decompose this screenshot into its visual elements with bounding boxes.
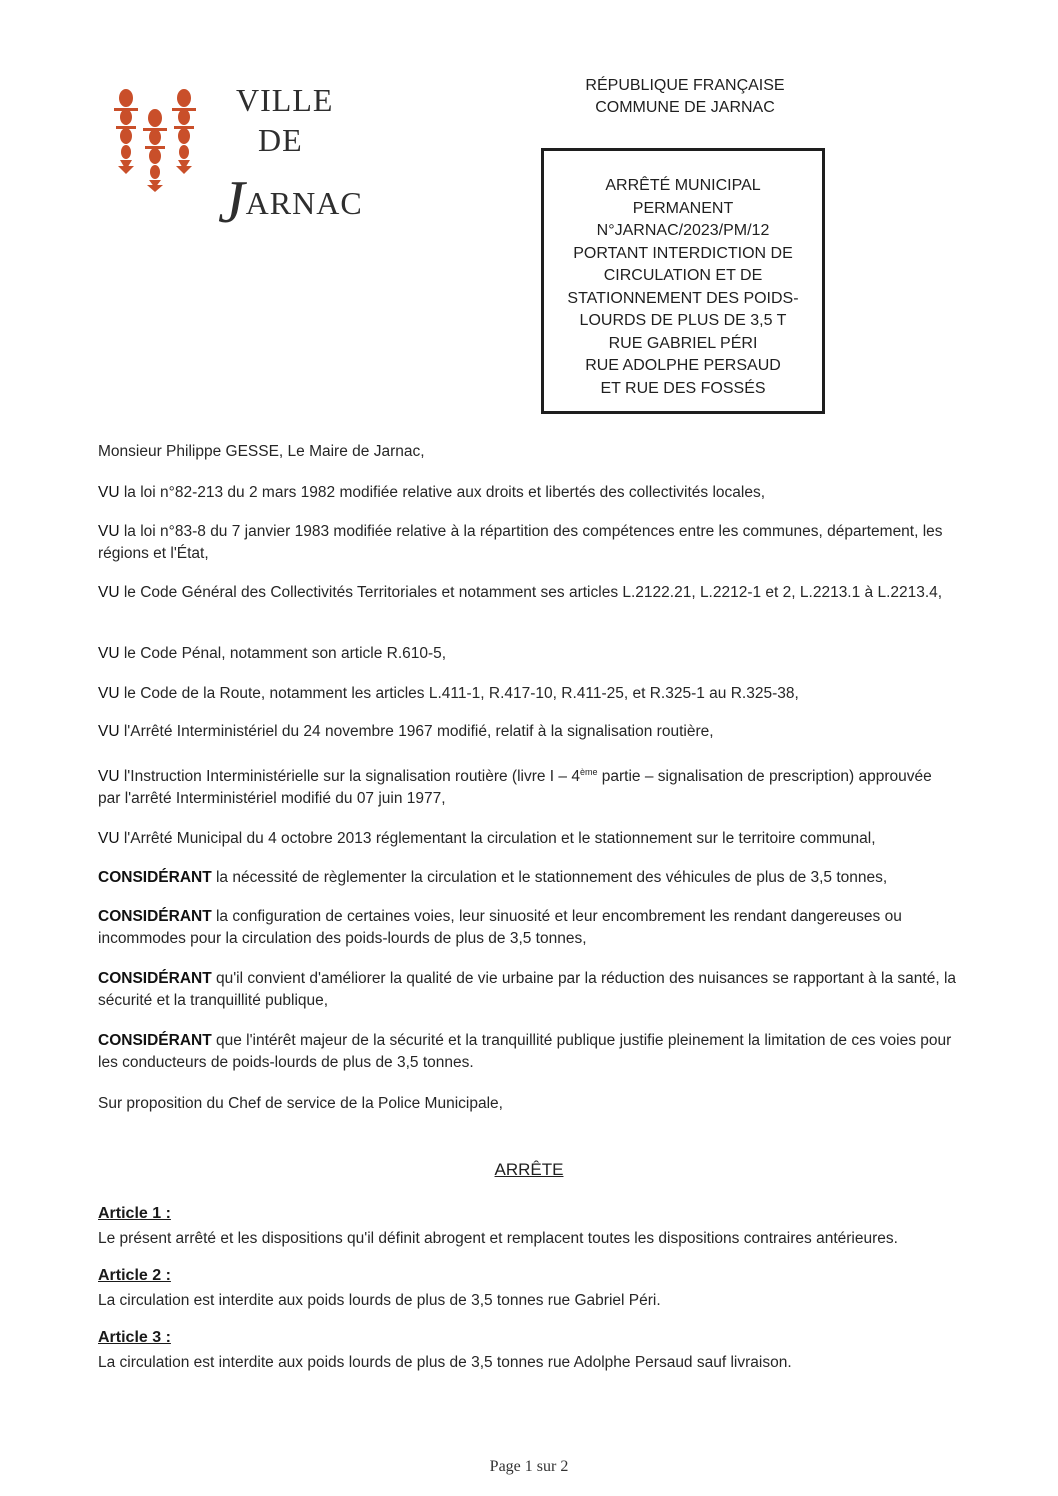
title-line: CIRCULATION ET DE: [603, 267, 763, 284]
logo-jarnac: [218, 164, 363, 235]
title-line: N°JARNAC/2023/PM/12: [596, 222, 770, 239]
article-3-text: La circulation est interdite aux poids lourds de plus de 3,5 tonnes rue Adolphe Persaud sauf livraison.: [98, 1354, 792, 1371]
title-line: PERMANENT: [632, 199, 734, 217]
logo-jarnac-rest: ARNAC: [245, 185, 363, 221]
considerant-paragraph-2: [98, 906, 958, 950]
vu-text: la loi n°83-8 du 7 janvier 1983 modifiée relative à la répartition des compétences entre les communes, département, les régions et l'État,: [98, 523, 943, 562]
vu-label: VU: [98, 484, 120, 501]
title-line: ARRÊTÉ MUNICIPAL: [605, 177, 761, 194]
considerant-text: que l'intérêt majeur de la sécurité et la tranquillité publique justifie pleinement la limitation de ces voies pour les conducteurs de poids-lourds de plus de 3,5 tonnes.: [98, 1032, 952, 1071]
article-1-title: Article 1 :: [98, 1205, 171, 1222]
vu-text: la loi n°82-213 du 2 mars 1982 modifiée relative aux droits et libertés des collectivités locales,: [123, 484, 766, 501]
vu-label: VU: [98, 768, 120, 785]
vu-superscript: ème: [579, 766, 598, 777]
vu-label: VU: [98, 723, 120, 740]
vu-text: l'Instruction Interministérielle sur la signalisation routière (livre I – 4: [123, 768, 580, 785]
title-line: RUE GABRIEL PÉRI: [608, 334, 758, 352]
fish-emblem-icon: [108, 84, 218, 199]
vu-paragraph-4: [98, 643, 958, 665]
considerant-paragraph-3: [98, 968, 958, 1012]
considerant-label: CONSIDÉRANT: [98, 908, 212, 925]
vu-label: VU: [98, 523, 120, 540]
vu-paragraph-8: [98, 828, 958, 850]
vu-paragraph-3: [98, 582, 958, 604]
commune-label: COMMUNE DE JARNAC: [595, 99, 775, 116]
proposal-paragraph: Sur proposition du Chef de service de la Police Municipale,: [98, 1095, 503, 1112]
republic-label: RÉPUBLIQUE FRANÇAISE: [585, 77, 785, 94]
page-number: Page 1 sur 2: [489, 1458, 569, 1475]
article-3-title: Article 3 :: [98, 1329, 171, 1346]
vu-text: l'Arrêté Municipal du 4 octobre 2013 réglementant la circulation et le stationnement sur le territoire communal,: [123, 830, 876, 847]
article-1-text: Le présent arrêté et les dispositions qu'il définit abrogent et remplacent toutes les dispositions contraires antérieures.: [98, 1230, 898, 1247]
arrete-heading: ARRÊTE: [494, 1160, 564, 1179]
title-line: STATIONNEMENT DES POIDS-: [567, 289, 799, 307]
vu-label: VU: [98, 645, 120, 662]
considerant-paragraph-1: [98, 867, 958, 889]
title-line: LOURDS DE PLUS DE 3,5 T: [579, 312, 787, 329]
title-line: ET RUE DES FOSSÉS: [600, 379, 766, 397]
fish-icon-3: [172, 89, 196, 174]
vu-paragraph-1: [98, 482, 958, 504]
logo-ville: VILLE: [236, 82, 334, 118]
vu-label: VU: [98, 685, 120, 702]
vu-text: le Code Général des Collectivités Territoriales et notamment ses articles L.2122.21, L.2212-1 et 2, L.2213.1 à L.2213.4,: [123, 584, 943, 601]
vu-paragraph-7: [98, 766, 958, 810]
considerant-label: CONSIDÉRANT: [98, 970, 212, 987]
title-line: RUE ADOLPHE PERSAUD: [585, 357, 781, 374]
vu-text: le Code de la Route, notamment les articles L.411-1, R.417-10, R.411-25, et R.325-1 au R.325-38,: [123, 685, 799, 702]
republic-header: [540, 75, 830, 119]
logo-jarnac-initial: J: [218, 169, 246, 235]
vu-text: partie – signalisation de prescription) approuvée par l'arrêté Interministériel modifié du 07 juin 1977,: [98, 768, 932, 807]
considerant-paragraph-4: [98, 1030, 958, 1074]
vu-paragraph-2: [98, 521, 958, 565]
considerant-label: CONSIDÉRANT: [98, 1032, 212, 1049]
title-line: PORTANT INTERDICTION DE: [573, 244, 793, 262]
vu-text: le Code Pénal, notamment son article R.610-5,: [123, 645, 447, 662]
logo-de: DE: [258, 122, 303, 158]
vu-label: VU: [98, 584, 120, 601]
considerant-text: qu'il convient d'améliorer la qualité de vie urbaine par la réduction des nuisances se rapportant à la santé, la sécurité et la tranquillité publique,: [98, 970, 957, 1009]
town-logo: [108, 82, 388, 235]
considerant-text: la configuration de certaines voies, leur sinuosité et leur encombrement les rendant dangereuses ou incommodes pour la circulation des poids-lourds de plus de 3,5 tonnes,: [98, 908, 902, 947]
considerant-text: la nécessité de règlementer la circulation et le stationnement des véhicules de plus de 3,5 tonnes,: [215, 869, 888, 886]
fish-icon-2: [143, 109, 167, 192]
article-2-text: La circulation est interdite aux poids lourds de plus de 3,5 tonnes rue Gabriel Péri.: [98, 1292, 661, 1309]
vu-paragraph-5: [98, 683, 958, 705]
vu-label: VU: [98, 830, 120, 847]
considerant-label: CONSIDÉRANT: [98, 869, 212, 886]
article-2-title: Article 2 :: [98, 1267, 171, 1284]
fish-icon-1: [114, 89, 138, 174]
intro-paragraph: Monsieur Philippe GESSE, Le Maire de Jarnac,: [98, 443, 425, 460]
decree-title-box: [541, 148, 825, 414]
vu-text: l'Arrêté Interministériel du 24 novembre 1967 modifié, relatif à la signalisation routière,: [123, 723, 714, 740]
vu-paragraph-6: [98, 721, 958, 743]
